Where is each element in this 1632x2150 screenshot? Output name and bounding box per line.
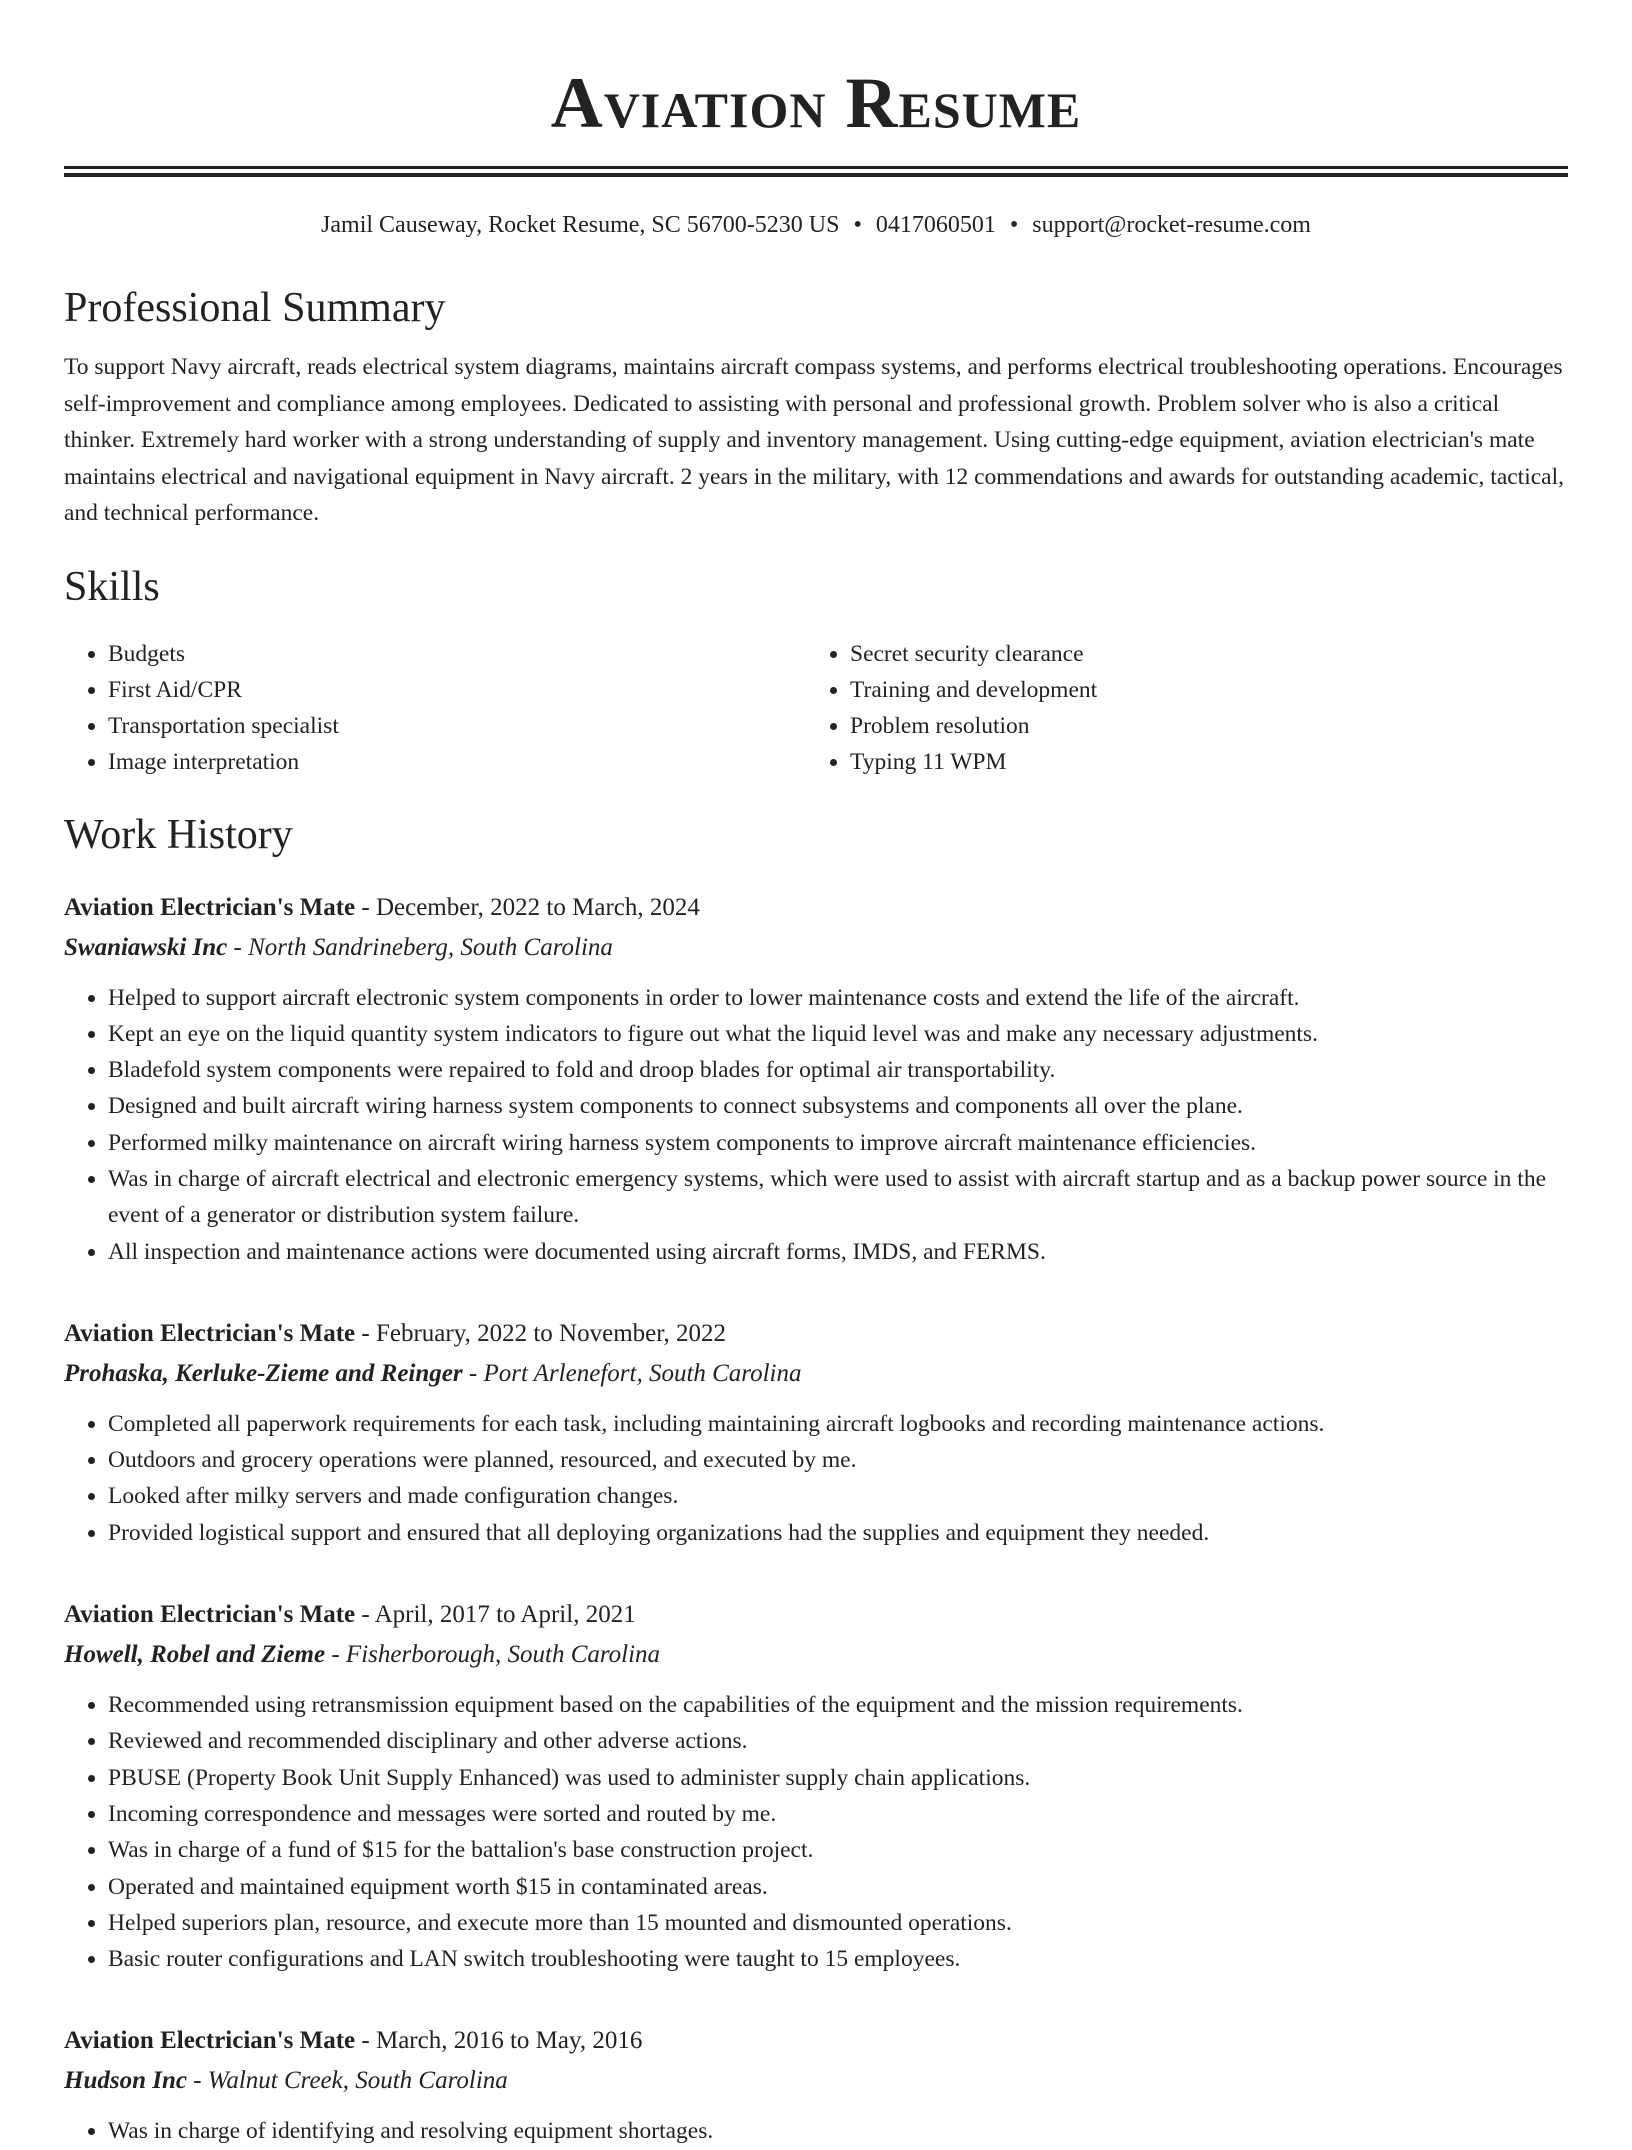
job-bullet: • Performed milky maintenance on aircraft wiring harness system components to improve aircraft maintenance efficiencies. xyxy=(108,1125,1568,1161)
job-employer xyxy=(64,928,1568,968)
skill-item: • First Aid/CPR xyxy=(108,672,806,708)
job-dates: February, 2022 to November, 2022 xyxy=(375,1319,727,1347)
job-bullet: • Operated and maintained equipment worth $15 in contaminated areas. xyxy=(108,1869,1568,1905)
job-bullet: • Was in charge of aircraft electrical and electronic emergency systems, which were used to assist with aircraft startup and as a backup power source in the event of a generator or distribution system failure. xyxy=(108,1161,1568,1234)
job-header xyxy=(64,2021,1568,2061)
dash-separator: - xyxy=(325,1641,346,1669)
dash-separator: - xyxy=(227,933,249,961)
contact-phone: 0417060501 xyxy=(875,212,996,238)
job-bullet: • Bladefold system components were repaired to fold and droop blades for optimal air transportability. xyxy=(108,1052,1568,1088)
job-bullets xyxy=(64,1406,1568,1551)
job-employer xyxy=(64,1354,1568,1394)
job-bullets xyxy=(64,980,1568,1270)
job-header xyxy=(64,1595,1568,1635)
contact-address: Jamil Causeway, Rocket Resume, SC 56700-5230 US xyxy=(321,212,840,238)
dash-separator: - xyxy=(355,1601,375,1629)
job-title: Aviation Electrician's Mate xyxy=(64,2027,356,2055)
resume-title: Aviation Resume xyxy=(550,63,1082,143)
job-bullet: • Basic router configurations and LAN switch troubleshooting were taught to 15 employees. xyxy=(108,1941,1568,1977)
job-bullet: • Helped to support aircraft electronic system components in order to lower maintenance costs and extend the life of the aircraft. xyxy=(108,980,1568,1016)
job-location: Fisherborough, South Carolina xyxy=(345,1641,661,1669)
job-entry xyxy=(64,1314,1568,1551)
skill-item: • Problem resolution xyxy=(850,708,1548,744)
dash-separator: - xyxy=(186,2067,208,2095)
job-location: Walnut Creek, South Carolina xyxy=(207,2067,508,2095)
job-location: Port Arlenefort, South Carolina xyxy=(483,1359,802,1387)
job-bullet: • Looked after milky servers and made configuration changes. xyxy=(108,1478,1568,1514)
skill-item: • Budgets xyxy=(108,636,806,672)
job-dates: December, 2022 to March, 2024 xyxy=(375,893,700,921)
summary-text: To support Navy aircraft, reads electrical system diagrams, maintains aircraft compass systems, and performs electrical troubleshooting operations. Encourages self-improvement and compliance among employees. Dedicated to assisting with personal and professional growth. Problem solver who is also a critical thinker. Extremely hard worker with a strong understanding of supply and inventory management. Using cutting-edge equipment, aviation electrician's mate maintains electrical and navigational equipment in Navy aircraft. 2 years in the military, with 12 commendations and awards for outstanding academic, tactical, and technical performance. xyxy=(64,354,1565,526)
skill-item: • Secret security clearance xyxy=(850,636,1548,672)
dash-separator: - xyxy=(355,1319,376,1347)
job-employer xyxy=(64,1635,1568,1675)
job-bullet: • Incoming correspondence and messages were sorted and routed by me. xyxy=(108,1796,1568,1832)
skill-item: • Image interpretation xyxy=(108,744,806,780)
job-bullet: • Reviewed and recommended disciplinary and other adverse actions. xyxy=(108,1723,1568,1759)
job-title: Aviation Electrician's Mate xyxy=(64,893,356,921)
job-bullet: • Outdoors and grocery operations were planned, resourced, and executed by me. xyxy=(108,1442,1568,1478)
job-title: Aviation Electrician's Mate xyxy=(64,1601,356,1629)
job-header xyxy=(64,1314,1568,1354)
dash-separator: - xyxy=(355,893,376,921)
job-company: Swaniawski Inc xyxy=(64,933,228,961)
work-history-heading: Work History xyxy=(64,811,293,858)
job-bullets xyxy=(64,1687,1568,1977)
skills-heading: Skills xyxy=(64,563,160,610)
job-bullet: • Designed and built aircraft wiring harness system components to connect subsystems and components all over the plane. xyxy=(108,1088,1568,1124)
job-entry xyxy=(64,888,1568,1270)
contact-line xyxy=(64,209,1568,241)
skills-column-left xyxy=(64,636,806,780)
job-bullet: • Helped superiors plan, resource, and execute more than 15 mounted and dismounted operations. xyxy=(108,1905,1568,1941)
skill-item: • Transportation specialist xyxy=(108,708,806,744)
skills-list xyxy=(64,636,1568,780)
job-bullet: • Kept an eye on the liquid quantity system indicators to figure out what the liquid level was and make any necessary adjustments. xyxy=(108,1016,1568,1052)
job-bullets xyxy=(64,2113,1568,2149)
job-bullet: • Completed all paperwork requirements for each task, including maintaining aircraft logbooks and recording maintenance actions. xyxy=(108,1406,1568,1442)
job-title: Aviation Electrician's Mate xyxy=(64,1319,356,1347)
contact-email: support@rocket-resume.com xyxy=(1032,212,1311,238)
job-header xyxy=(64,888,1568,928)
skill-item: • Training and development xyxy=(850,672,1548,708)
dash-separator: - xyxy=(355,2027,376,2055)
job-employer xyxy=(64,2061,1568,2101)
job-company: Hudson Inc xyxy=(64,2067,187,2095)
job-location: North Sandrineberg, South Carolina xyxy=(248,933,613,961)
job-bullet: • All inspection and maintenance actions were documented using aircraft forms, IMDS, and FERMS. xyxy=(108,1234,1568,1270)
summary-heading: Professional Summary xyxy=(64,285,446,331)
job-bullet: • Provided logistical support and ensured that all deploying organizations had the supplies and equipment they needed. xyxy=(108,1515,1568,1551)
contact-separator: • xyxy=(853,212,862,238)
job-company: Prohaska, Kerluke-Zieme and Reinger xyxy=(64,1359,463,1387)
title-divider xyxy=(64,166,1568,177)
skill-item: • Typing 11 WPM xyxy=(850,744,1548,780)
job-bullet: • PBUSE (Property Book Unit Supply Enhanced) was used to administer supply chain applications. xyxy=(108,1760,1568,1796)
job-entry xyxy=(64,2021,1568,2149)
skills-column-right xyxy=(806,636,1548,780)
job-dates: April, 2017 to April, 2021 xyxy=(374,1601,636,1629)
resume-page xyxy=(64,0,1568,2150)
dash-separator: - xyxy=(462,1359,484,1387)
job-company: Howell, Robel and Zieme xyxy=(64,1641,326,1669)
job-bullet: • Recommended using retransmission equipment based on the capabilities of the equipment and the mission requirements. xyxy=(108,1687,1568,1723)
contact-separator: • xyxy=(1009,212,1019,238)
job-bullet: • Was in charge of a fund of $15 for the battalion's base construction project. xyxy=(108,1832,1568,1868)
job-dates: March, 2016 to May, 2016 xyxy=(375,2027,643,2055)
job-bullet: • Was in charge of identifying and resolving equipment shortages. xyxy=(108,2113,1568,2149)
job-entry xyxy=(64,1595,1568,1977)
